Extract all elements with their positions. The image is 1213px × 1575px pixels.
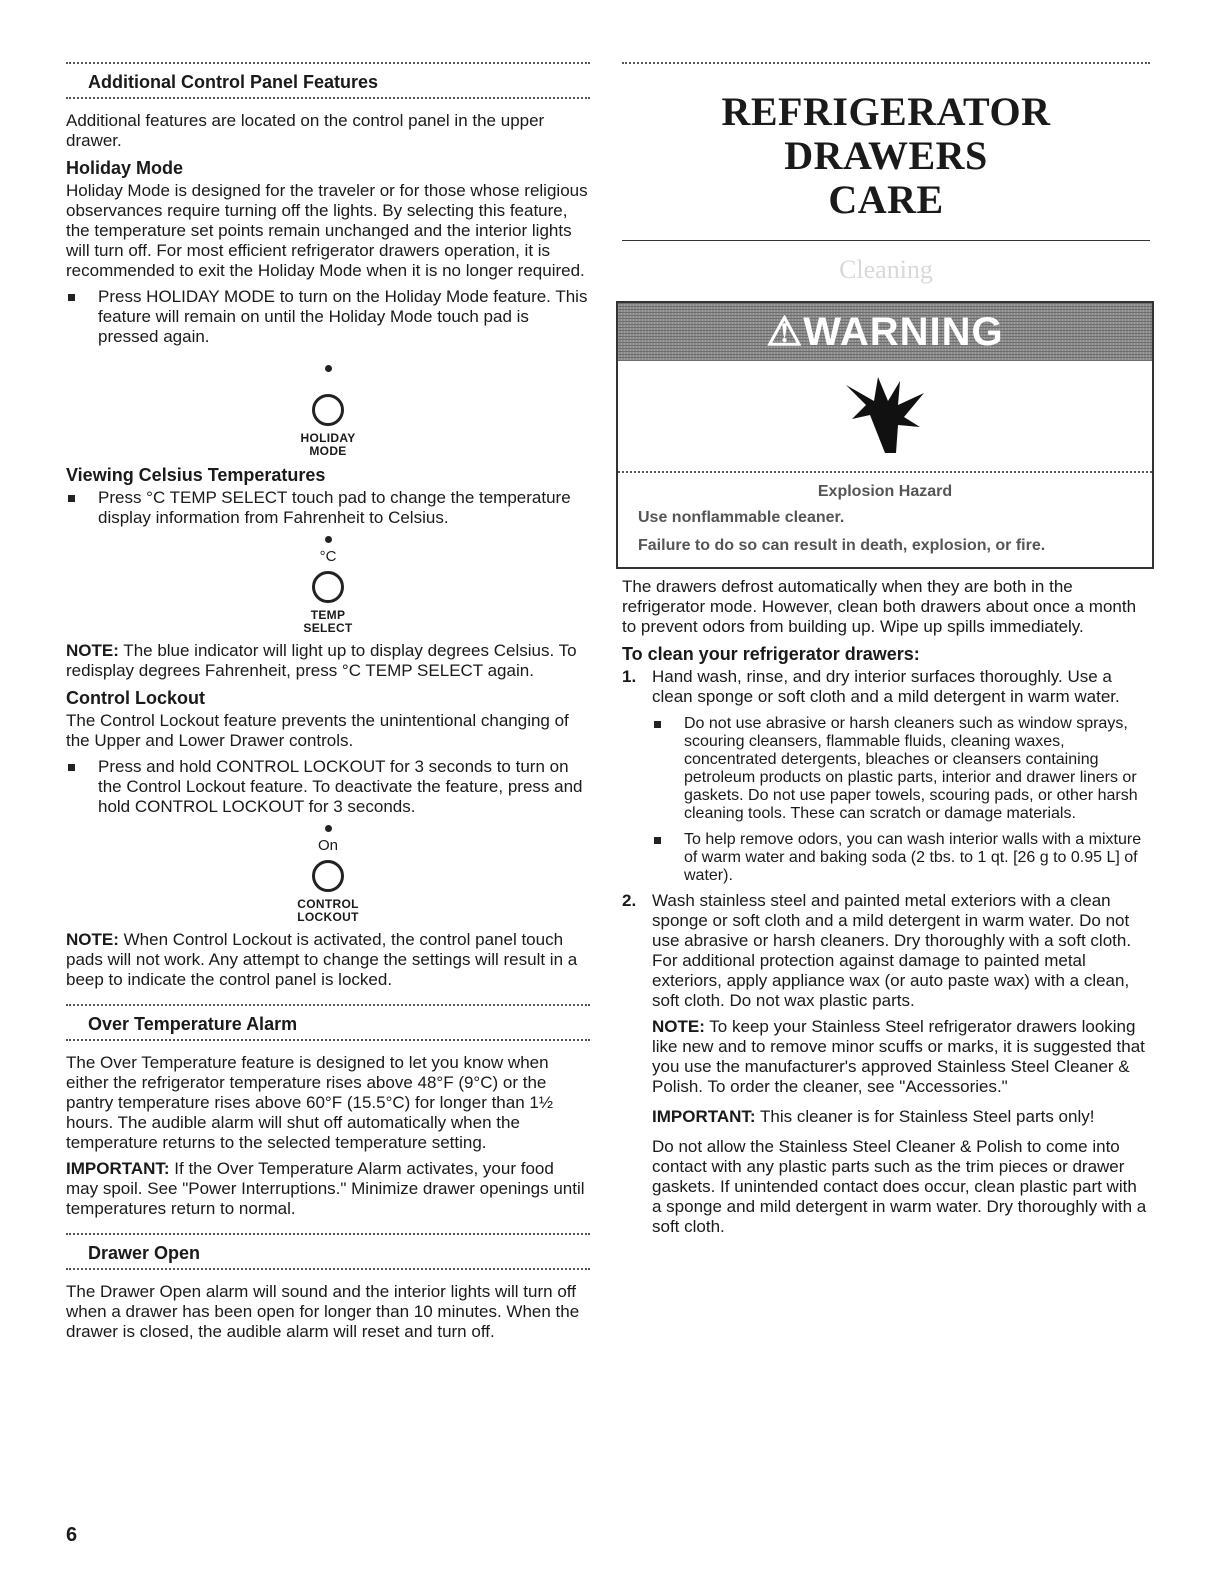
- control-lockout-bullet: Press and hold CONTROL LOCKOUT for 3 seconds to turn on the Control Lockout feature. To deactivate the feature, press and hold CONTROL LOCKOUT for 3 seconds.: [66, 757, 590, 817]
- step-1-bullet-1: Do not use abrasive or harsh cleaners such as window sprays, scouring cleansers, flammable fluids, cleaning waxes, concentrated detergents, bleaches or cleansers containing petroleum products on plastic parts, interior and drawer liners or gaskets. Do not use paper towels, scouring pads, or other harsh cleaning tools. These can scratch or damage materials.: [652, 715, 1150, 823]
- explosion-icon: [618, 361, 1152, 473]
- indicator-dot-icon: [325, 365, 332, 372]
- step-1-bullet-2: To help remove odors, you can wash interior walls with a mixture of warm water and baking soda (2 tbs. to 1 qt. [26 g to 0.95 L] of water).: [652, 831, 1150, 885]
- bullet-square-icon: [654, 721, 661, 728]
- indicator-dot-icon: [325, 536, 332, 543]
- touch-pad-icon: [312, 571, 344, 603]
- control-lockout-title: Control Lockout: [66, 688, 205, 708]
- touch-pad-icon: [312, 394, 344, 426]
- page-number: 6: [66, 1524, 78, 1546]
- title-rule: [622, 240, 1150, 241]
- step-1: 1. Hand wash, rinse, and dry interior surfaces thoroughly. Use a clean sponge or soft cloth and a mild detergent in warm water. Do not use abrasive or harsh cleaners such as window sprays, scouring cleansers, flammable fluids, cleaning waxes, concentrated detergents, bleaches or cleansers containing petroleum products on plastic parts, interior and drawer liners or gaskets. Do not use paper towels, scouring pads, or other harsh cleaning tools. These can scratch or damage materials. To help remove odors, you can wash interior walls with a mixture of warm water and baking soda (2 tbs. to 1 qt. [26 g to 0.95 L] of water).: [622, 667, 1150, 885]
- over-temperature-text: The Over Temperature feature is designed to let you know when either the refrigerator temperature rises above 48°F (9°C) or the pantry temperature rises above 60°F (15.5°C) for longer than 1½ hours. The audible alarm will shut off automatically when the temperature returns to the selected temperature setting.: [66, 1053, 554, 1152]
- step-2: 2. Wash stainless steel and painted metal exteriors with a clean sponge or soft cloth and a mild detergent in warm water. Do not use abrasive or harsh cleaners. Dry thoroughly with a soft cloth. For additional protection against damage to painted metal exteriors, apply appliance wax (or auto paste wax) with a clean, soft cloth. Do not wax plastic parts. NOTE: To keep your Stainless Steel refrigerator drawers looking like new and to remove minor scuffs or marks, it is suggested that you use the manufacturer's approved Stainless Steel Cleaner & Polish. To order the cleaner, see "Accessories." IMPORTANT: This cleaner is for Stainless Steel parts only! Do not allow the Stainless Steel Cleaner & Polish to come into contact with any plastic parts such as the trim pieces or drawer gaskets. If unintended contact does occur, clean plastic part with a sponge and mild detergent in warm water. Dry thoroughly with a soft cloth.: [622, 891, 1150, 1237]
- holiday-mode-button: HOLIDAY MODE: [66, 365, 590, 458]
- left-column: [66, 62, 590, 1348]
- section-heading-drawer-open: Drawer Open: [88, 1243, 201, 1263]
- over-temperature-important: IMPORTANT: If the Over Temperature Alarm activates, your food may spoil. See "Power Interruptions." Minimize drawer openings until temperatures return to normal.: [66, 1159, 585, 1218]
- celsius-note: NOTE: The blue indicator will light up to display degrees Celsius. To redisplay degrees Fahrenheit, press °C TEMP SELECT again.: [66, 641, 577, 680]
- touch-pad-icon: [312, 860, 344, 892]
- step-2-final: Do not allow the Stainless Steel Cleaner & Polish to come into contact with any plastic parts such as the trim pieces or drawer gaskets. If unintended contact does occur, clean plastic part with a sponge and mild detergent in warm water. Dry thoroughly with a soft cloth.: [652, 1137, 1147, 1236]
- section-heading-control-panel: Additional Control Panel Features: [88, 72, 379, 92]
- holiday-mode-bullet: Press HOLIDAY MODE to turn on the Holiday Mode feature. This feature will remain on until the Holiday Mode touch pad is pressed again.: [66, 287, 590, 347]
- hazard-line-2: Failure to do so can result in death, explosion, or fire.: [638, 537, 1046, 554]
- drawer-open-text: The Drawer Open alarm will sound and the interior lights will turn off when a drawer has been open for longer than 10 minutes. When the drawer is closed, the audible alarm will reset and turn off.: [66, 1282, 580, 1341]
- control-lockout-text: The Control Lockout feature prevents the unintentional changing of the Upper and Lower Drawer controls.: [66, 711, 569, 750]
- control-lockout-button: On CONTROL LOCKOUT: [66, 825, 590, 924]
- warning-banner: [618, 303, 1152, 361]
- celsius-title: Viewing Celsius Temperatures: [66, 465, 326, 485]
- bullet-square-icon: [654, 837, 661, 844]
- hazard-title: Explosion Hazard: [817, 483, 953, 500]
- intro-text: Additional features are located on the control panel in the upper drawer.: [66, 111, 545, 150]
- page-title: REFRIGERATOR DRAWERS CARE: [721, 89, 1051, 222]
- right-column: [622, 62, 1150, 1243]
- warning-label: ⚠WARNING: [766, 310, 1004, 354]
- bullet-square-icon: [68, 294, 75, 301]
- bullet-square-icon: [68, 764, 75, 771]
- bullet-square-icon: [68, 495, 75, 502]
- step-2-important: IMPORTANT: This cleaner is for Stainless Steel parts only!: [652, 1107, 1095, 1126]
- section-heading-over-temperature: Over Temperature Alarm: [88, 1014, 298, 1034]
- cleaning-intro: The drawers defrost automatically when they are both in the refrigerator mode. However, clean both drawers about once a month to prevent odors from building up. Wipe up spills immediately.: [622, 577, 1137, 636]
- warning-text: [618, 473, 1152, 567]
- divider: [66, 1039, 590, 1041]
- cleaning-subtitle: Cleaning: [839, 255, 933, 284]
- control-lockout-note: NOTE: When Control Lockout is activated, the control panel touch pads will not work. Any attempt to change the settings will result in a beep to indicate the control panel is locked.: [66, 930, 578, 989]
- divider: [66, 97, 590, 99]
- divider: [66, 1268, 590, 1270]
- holiday-mode-text: Holiday Mode is designed for the traveler or for those whose religious observances require turning off the lights. By selecting this feature, the temperature set points remain unchanged and the interior lights will turn off. For most efficient refrigerator drawers operation, it is recommended to exit the Holiday Mode when it is no longer required.: [66, 181, 588, 280]
- divider: [622, 62, 1150, 64]
- step-2-note: NOTE: To keep your Stainless Steel refrigerator drawers looking like new and to remove minor scuffs or marks, it is suggested that you use the manufacturer's approved Stainless Steel Cleaner & Polish. To order the cleaner, see "Accessories.": [652, 1017, 1145, 1096]
- indicator-dot-icon: [325, 825, 332, 832]
- hazard-line-1: Use nonflammable cleaner.: [638, 509, 845, 526]
- temp-select-button: °C TEMP SELECT: [66, 536, 590, 635]
- steps-title: To clean your refrigerator drawers:: [622, 644, 920, 664]
- warning-box: [616, 301, 1154, 569]
- celsius-bullet: Press °C TEMP SELECT touch pad to change the temperature display information from Fahrenheit to Celsius.: [66, 488, 590, 528]
- holiday-mode-title: Holiday Mode: [66, 158, 184, 178]
